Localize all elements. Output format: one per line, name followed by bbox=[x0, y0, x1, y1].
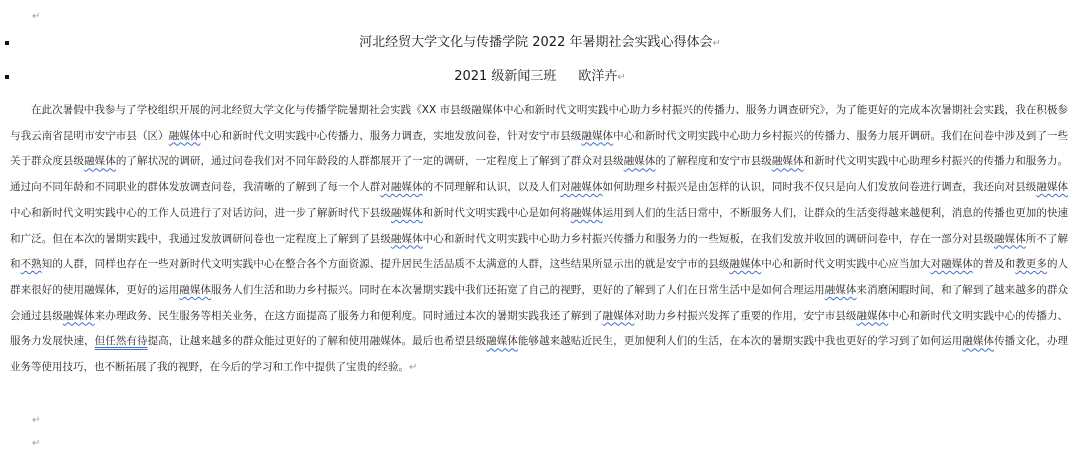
paragraph-mark: ↵ bbox=[409, 362, 418, 374]
body-text-run: 传播文化，办理业务等使用技巧，也不断拓展了我的视野，在今后的学习和工作中提供了宝贵的经验。 bbox=[10, 335, 1069, 374]
proofing-flagged-text: 但任然有待 bbox=[94, 335, 148, 348]
paragraph-mark: ↵ bbox=[712, 38, 721, 49]
body-text-run: 中心和新时代文明实践中心应当加大 bbox=[761, 258, 931, 271]
proofing-flagged-text: 融媒体 bbox=[771, 155, 804, 168]
body-text-run: 中心和新时代文明实践中心助力乡村振兴传播力和服务力的一些短板，在我们发放并收回的调研问卷中，存在一部分对县级 bbox=[422, 232, 995, 245]
body-text-run: 中心和新时代文明实践中心的传播力、服务力发展快速， bbox=[10, 309, 1069, 348]
proofing-flagged-text: 不熟 bbox=[20, 258, 42, 271]
proofing-flagged-text: 融媒体 bbox=[581, 129, 614, 142]
body-text-run: 运用到人们的生活日常中，不断服务人们，让群众的生活变得越来越便利，消息的传播也更加的快速和广泛。但在本次的暑期实践中，我通过发放调研问卷也一定程度上了解到了县级 bbox=[10, 206, 1069, 245]
body-text-run: 对助力乡村振兴发挥了重要的作用，安宁市县级 bbox=[634, 309, 857, 322]
proofing-flagged-text: 对融媒体 bbox=[930, 258, 973, 271]
proofing-flagged-text: 融媒体 bbox=[602, 309, 635, 322]
proofing-flagged-text: 融媒体 bbox=[856, 309, 889, 322]
proofing-flagged-text: 融媒体 bbox=[570, 206, 603, 219]
paragraph-mark: ↵ bbox=[32, 438, 41, 449]
title-text: 河北经贸大学文化与传播学院 2022 年暑期社会实践心得体会 bbox=[359, 35, 713, 50]
body-text-run: 如何助理乡村振兴是由怎样的认识，同时我不仅只是向人们发放问卷进行调查，我还向对县级 bbox=[602, 181, 1037, 194]
body-text-run: 和新时代文明实践中心助理乡村振兴的传播力和服务力。通过向不同年龄和不同职业的群体发放调查问卷，我清晰的了解到了每一个人群 bbox=[10, 155, 1069, 194]
body-text-run: 的不同理解和认识，以及人们 bbox=[422, 181, 561, 194]
empty-paragraph bbox=[32, 408, 40, 427]
proofing-flagged-text: 融媒体 bbox=[179, 283, 212, 296]
body-text-run: 的了解状况的调研，通过问卷我们对不同年龄段的人群都展开了一定的调研，一定程度上了解到了群众对县级 bbox=[115, 155, 624, 168]
body-paragraph[interactable] bbox=[10, 98, 1068, 381]
proofing-flagged-text: 融媒体 bbox=[486, 335, 518, 348]
proofing-flagged-text: 融媒体 bbox=[62, 309, 95, 322]
proofing-flagged-text: 对融媒体 bbox=[380, 181, 423, 194]
body-text-run: 提高，让越来越多的群众能过更好的了解和使用融媒体。最后也希望县级 bbox=[147, 335, 487, 348]
proofing-flagged-text: 融媒体 bbox=[994, 232, 1026, 245]
proofing-flagged-text: 融媒体 bbox=[824, 283, 857, 296]
proofing-flagged-text: 融媒体 bbox=[962, 335, 995, 348]
body-text-run: 知的人群，同样也存在一些对新时代文明实践中心在整合各个方面资源、提升居民生活品质不太满意的人群，这些结果所显示出的就是安宁市的县级 bbox=[41, 258, 730, 271]
body-text-run: 来办理政务、民生服务等相关业务，在这方面提高了服务力和便利度。同时通过本次的暑期实践我还了解到了 bbox=[94, 309, 603, 322]
author-name: 欧洋卉 bbox=[578, 69, 618, 84]
proofing-flagged-text: 教更多 bbox=[1015, 258, 1047, 271]
body-text-run: 中心和新时代文明实践中心传播力、服务力调查，实地发放问卷，针对安宁市县级 bbox=[200, 129, 582, 142]
paragraph-mark: ↵ bbox=[32, 415, 41, 426]
body-text-run: 中心和新时代文明实践中心助力乡村振兴的传播力、服务力展开调研。我们在问卷中涉及到了一些关于群众度县级 bbox=[10, 129, 1069, 168]
document-subtitle[interactable] bbox=[0, 69, 1080, 86]
body-text-run: 在此次暑假中我参与了学校组织开展的河北经贸大学文化与传播学院暑期社会实践《XX 市县级融媒体中心和新时代文明实践中心助力乡村振兴的传播力、服务力调查研究》，为了能更好的完成本次暑期社会实践，我在积极参与我云南省昆明市安宁市县（区） bbox=[10, 104, 1068, 142]
proofing-flagged-text: 融媒体 bbox=[390, 232, 423, 245]
paragraph-mark: ↵ bbox=[617, 72, 626, 83]
proofing-flagged-text: 对融媒体 bbox=[560, 181, 603, 194]
body-text-run: 的了解程度和安宁市县级 bbox=[655, 155, 772, 168]
body-text-run: 和新时代文明实践中心是如何将 bbox=[422, 206, 571, 219]
proofing-flagged-text: 融媒体 bbox=[390, 206, 423, 219]
empty-paragraph bbox=[32, 431, 40, 450]
body-text-run: 服务人们生活和助力乡村振兴。同时在本次暑期实践中我们还拓宽了自己的视野，更好的了解到了人们在日常生活中是如何合理运用 bbox=[211, 283, 825, 296]
body-text-run: 的人群来很好的使用融媒体，更好的运用 bbox=[10, 258, 1069, 296]
proofing-flagged-text: 融媒体 bbox=[168, 129, 201, 142]
body-text-run: 能够越来越贴近民生，更加便利人们的生活，在本次的暑期实践中我也更好的学习到了如何运用 bbox=[517, 335, 963, 348]
document-title[interactable] bbox=[0, 35, 1080, 52]
paragraph-mark: ↵ bbox=[32, 11, 41, 22]
body-text-run: 中心和新时代文明实践中心的工作人员进行了对话访问，进一步了解新时代下县级 bbox=[10, 206, 391, 219]
empty-paragraph bbox=[32, 4, 40, 23]
proofing-flagged-text: 融媒体 bbox=[729, 258, 762, 271]
class-name: 2021 级新闻三班 bbox=[454, 69, 557, 84]
body-text-run: 来消磨闲暇时间，和了解到了越来越多的群众会通过县级 bbox=[10, 283, 1069, 322]
body-text-run: 所不了解和 bbox=[10, 232, 1069, 271]
body-text-run: 的普及和 bbox=[972, 258, 1016, 271]
proofing-flagged-text: 融媒体 bbox=[84, 155, 116, 168]
proofing-flagged-text: 融媒体 bbox=[1036, 181, 1069, 194]
proofing-flagged-text: 融媒体 bbox=[623, 155, 656, 168]
